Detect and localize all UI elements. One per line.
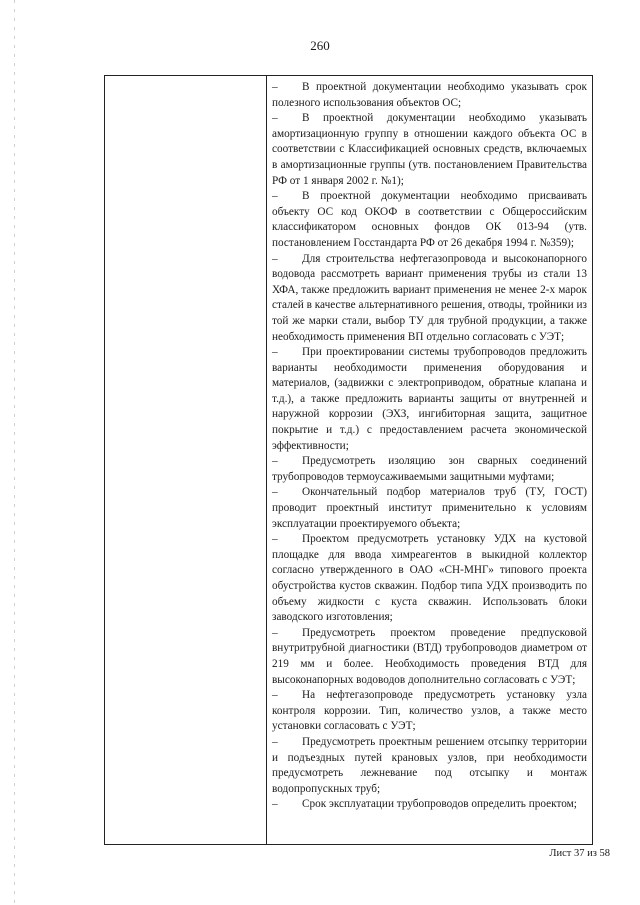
table-left-column [105, 76, 267, 844]
list-item [272, 485, 587, 532]
dash-marker: – [272, 533, 278, 546]
dash-marker: – [272, 486, 278, 499]
dash-marker: – [272, 735, 278, 748]
page-number: 260 [310, 38, 330, 53]
list-item [272, 688, 587, 735]
item-text: Окончательный подбор материалов труб (ТУ, ГОСТ) проводит проектный институт применительно к условиям эксплуатации проектируемого объекта; [272, 486, 587, 530]
dash-marker: – [272, 112, 278, 125]
dash-marker: – [272, 798, 278, 811]
requirements-table [104, 75, 593, 845]
item-text: Для строительства нефтегазопровода и высоконапорного водовода рассмотреть вариант применения трубы из стали 13 ХФА, также предложить вариант применения не менее 2-х марок сталей в качестве альтернативного решения, отводы, тройники из той же марки стали, выбор ТУ для трубной продукции, а также необходимость применения ВП отдельно согласовать с УЭТ; [272, 252, 587, 343]
dash-marker: – [272, 190, 278, 203]
dash-marker: – [272, 346, 278, 359]
dash-marker: – [272, 81, 278, 93]
item-text: Срок эксплуатации трубопроводов определить проектом; [302, 798, 577, 811]
list-item [272, 735, 587, 797]
dash-marker: – [272, 626, 278, 639]
list-item [272, 111, 587, 189]
list-item [272, 454, 587, 485]
sheet-counter: Лист 37 из 58 [549, 848, 610, 859]
list-item [272, 80, 587, 111]
item-text: В проектной документации необходимо указывать срок полезного использования объектов ОС; [272, 81, 587, 109]
item-text: В проектной документации необходимо присваивать объекту ОС код ОКОФ в соответствии с Общероссийским классификатором основных фондов ОК 013-94 (утв. постановлением Госстандарта РФ от 26 декабря 1994 г. №359); [272, 190, 587, 249]
item-text: Предусмотреть изоляцию зон сварных соединений трубопроводов термоусаживаемыми защитными муфтами; [272, 455, 587, 483]
item-text: Проектом предусмотреть установку УДХ на кустовой площадке для ввода химреагентов в выкидной коллектор согласно утвержденного в ОАО «СН-МНГ» типового проекта обустройства кустов скважин. Подбор типа УДХ производить по объему жидкости с куста скважин. Использовать блоки заводского изготовления; [272, 533, 587, 624]
list-item [272, 626, 587, 688]
dash-marker: – [272, 689, 278, 702]
list-item [272, 532, 587, 626]
list-item [272, 797, 587, 813]
item-text: Предусмотреть проектным решением отсыпку территории и подъездных путей крановых узлов, при необходимости предусмотреть лежневание под отсыпку и монтаж водопропускных труб; [272, 735, 587, 795]
scan-edge [14, 0, 15, 905]
list-item [272, 252, 587, 346]
list-item [272, 345, 587, 454]
item-text: На нефтегазопроводе предусмотреть установку узла контроля коррозии. Тип, количество узлов, а также место установки согласовать с УЭТ; [272, 689, 587, 733]
dash-marker: – [272, 252, 278, 265]
table-right-column [267, 76, 592, 813]
item-text: В проектной документации необходимо указывать амортизационную группу в отношении каждого объекта ОС в соответствии с Классификацией основных средств, включаемых в амортизационные группы (утв. постановлением Правительства РФ от 1 января 2002 г. №1); [272, 112, 587, 187]
list-item [272, 189, 587, 251]
dash-marker: – [272, 455, 278, 468]
item-text: Предусмотреть проектом проведение предпусковой внутритрубной диагностики (ВТД) трубопроводов диаметром от 219 мм и более. Необходимость проведения ВТД для высоконапорных водоводов дополнительно согласовать с УЭТ; [272, 626, 587, 686]
item-text: При проектировании системы трубопроводов предложить варианты необходимости применения оборудования и материалов, (задвижки с электроприводом, обратные клапана и т.д.), а также предложить варианты защиты от внутренней и наружной коррозии (ЭХЗ, ингибиторная защита, защитное покрытие и т.д.) с предоставлением расчета экономической эффективности; [272, 346, 587, 452]
